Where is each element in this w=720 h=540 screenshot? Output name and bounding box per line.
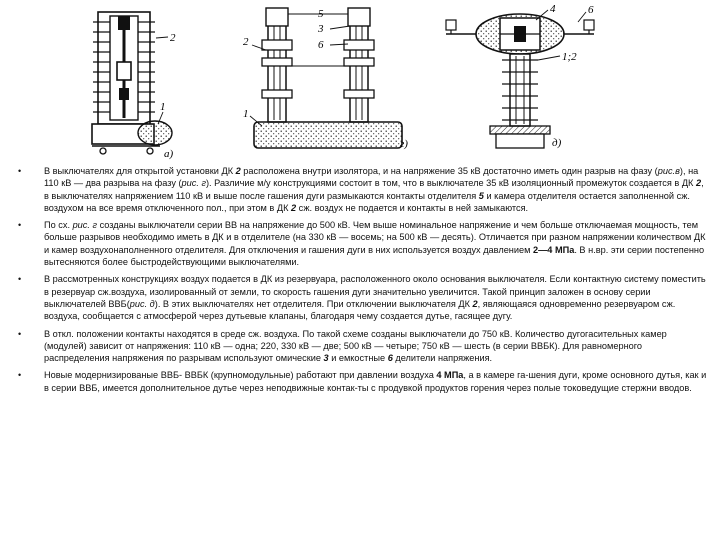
text-run: 2: [472, 298, 478, 309]
text-run: и камера отделителя остается заполненной сж. воздухом на все время отключенного пол., при этом в ДК: [44, 190, 690, 213]
fig-d-label-6: 6: [588, 4, 594, 16]
text-run: Новые модернизированые ВВБ- ВВБК (крупномодульные) работают при давлении воздуха: [44, 370, 437, 381]
text-run: ), на 110 кВ — два разрыва на фазу (: [44, 166, 699, 189]
text-run: рис. г: [72, 220, 98, 231]
text-run: По сх.: [44, 220, 73, 231]
text-run: рис. г: [181, 178, 206, 189]
bullet-icon: •: [18, 220, 22, 231]
fig-d-label-4: 4: [550, 3, 556, 15]
bullet-item: [18, 369, 708, 394]
bullet-icon: •: [18, 370, 22, 381]
text-run: 5: [478, 190, 484, 201]
figure-g: [243, 8, 408, 150]
text-run: 2: [235, 166, 241, 176]
fig-a-label-2: 2: [170, 32, 176, 44]
bullet-icon: •: [18, 166, 22, 176]
bullet-icon: •: [18, 274, 22, 285]
fig-g-label-5: 5: [318, 8, 324, 20]
text-run: В откл. положении контакты находятся в среде сж. воздуха. По такой схеме созданы выключатели до 750 кВ. Количество дугогасительных камер (модулей) зависит от напряжения: 110 кВ — одна; 220, 330 кВ — две; 500 кВ — четыре; 750 кВ — шесть (в серии ВВБК). Для равномерного распределения напряжения по разрывам используют омические: [44, 328, 667, 364]
fig-d-caption: д): [552, 137, 562, 149]
text-run: ). Различие м/у конструкциями состоит в том, что в выключателе 35 кВ изоляционный промежуток создается в ДК: [206, 178, 696, 189]
text-run: В выключателях для открытой установки ДК: [44, 166, 236, 176]
bullet-text: [44, 329, 667, 364]
bullet-text: [44, 166, 704, 213]
text-run: рис. д: [129, 298, 155, 309]
text-run: делители напряжения.: [392, 353, 493, 364]
bullet-text: [44, 370, 706, 392]
fig-g-label-3: 3: [318, 23, 324, 35]
text-run: , в выключателях напряжением 110 кВ и выше после гашения дуги размыкаются контакты отделителя: [44, 178, 704, 201]
text-run: расположена внутри изолятора, и на напряжение 35 кВ достаточно иметь один разрыв на фазу (: [240, 166, 658, 176]
fig-g-label-6: 6: [318, 39, 324, 51]
text-run: и емкостные: [328, 353, 388, 364]
fig-g-caption: г): [400, 138, 408, 150]
bullet-text: [44, 274, 706, 321]
text-run: . В н.вр. эти серии постепенно вытесняются более быстродействующими выключателями.: [44, 244, 705, 268]
bullet-item: [18, 328, 708, 365]
text-run: 2: [695, 178, 702, 189]
fig-g-label-2: 2: [243, 36, 249, 48]
bullet-item: [18, 273, 708, 322]
text-run: 4 МПа: [436, 370, 464, 381]
text-run: 2—4 МПа: [533, 244, 575, 255]
bullet-item: [18, 219, 708, 268]
text-run: , являющаяся одновременно резервуаром сж. воздуха, сообщается с атмосферой через дутьевые клапаны, благодаря чему создается дутье, гасящее дугу.: [44, 298, 676, 322]
text-run: рис.в: [657, 166, 680, 176]
bullet-list: [18, 165, 708, 394]
breaker-diagrams: [0, 0, 720, 162]
figure-a: [92, 12, 176, 160]
text-run: 3: [323, 353, 329, 364]
figure-d: [446, 3, 594, 149]
text-run: ). В этих выключателях нет отделителя. При отключении выключателя ДК: [154, 298, 473, 309]
text-run: В рассмотренных конструкциях воздух подается в ДК из резервуара, расположенного около основания выключателя. Если контактную систему поместить в резервуар сж.воздуха, изолированный от земли, то скорость гашения дуги значительно увеличится. Такой принцип заложен в основу серии выключателей ВВБ(: [44, 274, 706, 309]
fig-g-label-1: 1: [243, 108, 249, 120]
text-run: 2: [290, 202, 297, 213]
fig-a-label-1: 1: [160, 101, 166, 113]
bullet-item: [18, 165, 708, 214]
bullet-text: [44, 220, 705, 267]
fig-d-label-1-2: 1;2: [562, 51, 577, 63]
text-run: созданы выключатели серии ВВ на напряжение до 500 кВ. Чем выше номинальное напряжение и чем больше отключаемая мощность, тем больше разрывов необходимо иметь в ДК и в отделителе (на 330 кВ — восемь; на 500 кВ — десять). Отличается при разном напряжении количеством ДК и камер воздухонаполненного отделителя. Для отключения и гашения дуги в них используется воздух давлением: [44, 220, 706, 255]
fig-a-caption: а): [164, 148, 174, 160]
text-run: , а в камере га-шения дуги, кроме основного дутья, как и в серии ВВБ, имеется дополнительное дутье через неподвижные контак-ты с продувкой продуктов горения через полые токоведущие стержни вводов.: [44, 370, 707, 393]
bullet-icon: •: [18, 328, 22, 339]
text-body: [18, 165, 708, 399]
text-run: 6: [387, 353, 393, 364]
text-run: сж. воздух не подается и контакты в ней замыкаются.: [296, 202, 529, 213]
